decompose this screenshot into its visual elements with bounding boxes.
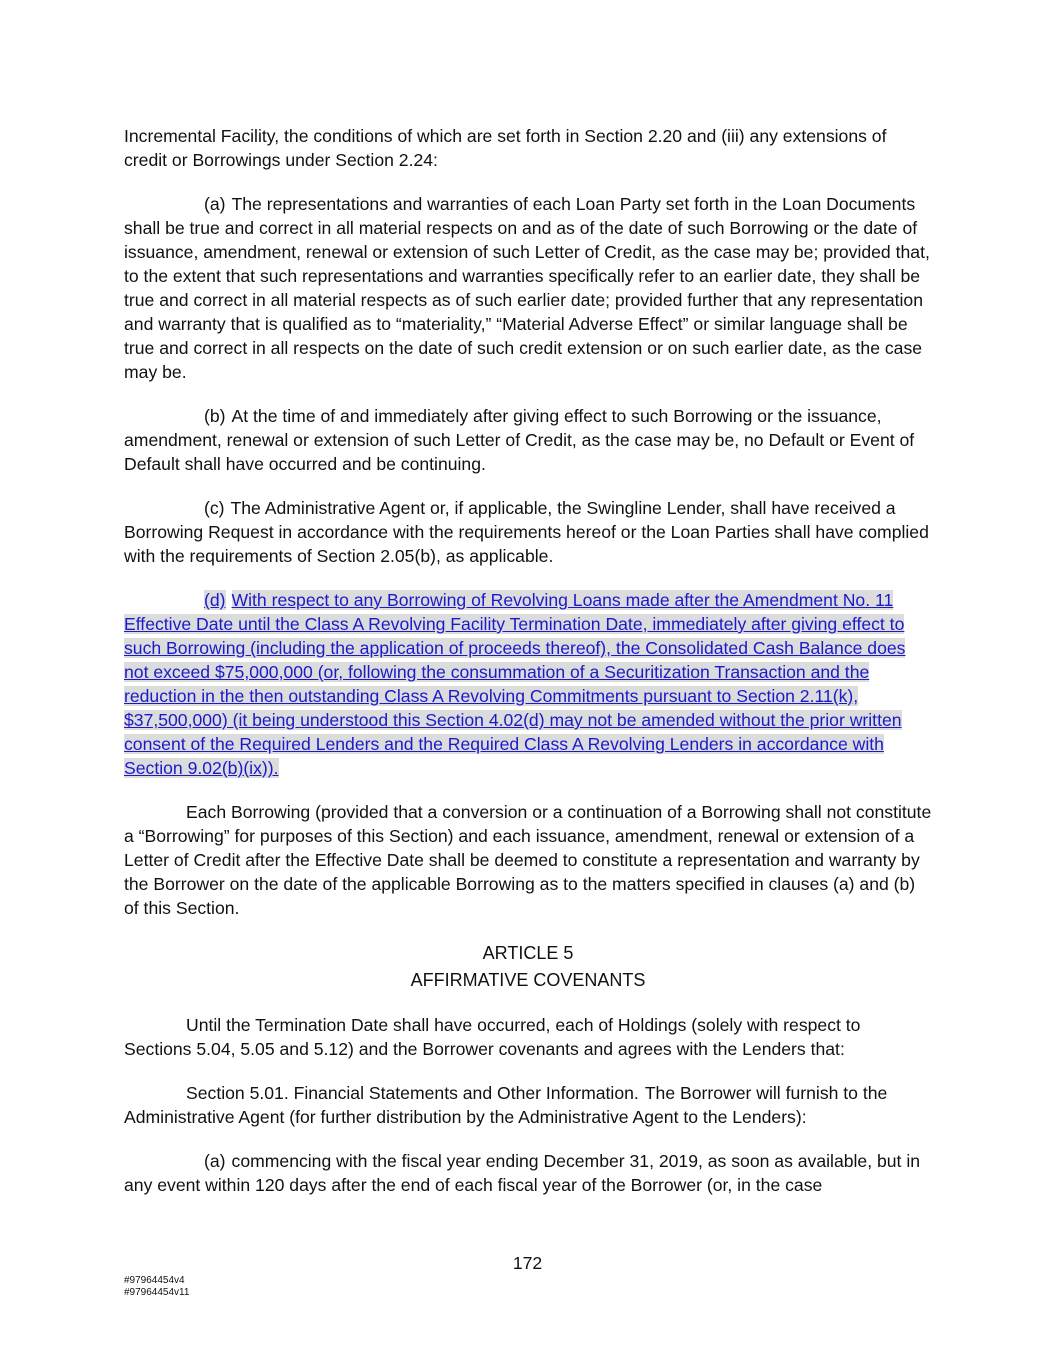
doc-id-1: #97964454v4 [124, 1275, 185, 1286]
closing-paragraph: Each Borrowing (provided that a conversion or a continuation of a Borrowing shall not constitute a “Borrowing” for purposes of this Section) and each issuance, amendment, renewal or extension of a Letter of Credit after the Effective Date shall be deemed to constitute a representation and warranty by the Borrower on the date of the applicable Borrowing as to the matters specified in clauses (a) and (b) of this Section. [124, 802, 932, 918]
page-number: 172 [512, 1253, 543, 1273]
document-body [124, 124, 932, 1197]
clause-a-financial [124, 1149, 932, 1197]
clause-d-text: With respect to any Borrowing of Revolving Loans made after the Amendment No. 11 Effective Date until the Class A Revolving Facility Termination Date, immediately after giving effect to such Borrowing (including the application of proceeds thereof), the Consolidated Cash Balance does not exceed $75,000,000 (or, following the consummation of a Securitization Transaction and the reduction in the then outstanding Class A Revolving Commitments pursuant to Section 2.11(k), $37,500,000) (it being understood this Section 4.02(d) may not be amended without the prior written consent of the Required Lenders and the Required Class A Revolving Lenders in accordance with Section 9.02(b)(ix)). [124, 590, 906, 778]
clause-d-inserted [124, 588, 932, 780]
article-number: ARTICLE 5 [482, 943, 574, 963]
doc-id-2: #97964454v11 [124, 1287, 190, 1298]
clause-a [124, 192, 932, 384]
document-ids [124, 1275, 189, 1299]
clause-b-label: (b) [204, 406, 226, 426]
section-5-01 [124, 1081, 932, 1129]
clause-a-financial-label: (a) [204, 1151, 226, 1171]
intro-paragraph: Incremental Facility, the conditions of which are set forth in Section 2.20 and (iii) any extensions of credit or Borrowings under Section 2.24: [124, 126, 887, 170]
clause-b [124, 404, 932, 476]
clause-c-label: (c) [204, 498, 225, 518]
clause-d-label: (d) [204, 590, 226, 610]
clause-a-text: The representations and warranties of each Loan Party set forth in the Loan Documents shall be true and correct in all material respects on and as of the date of such Borrowing or the date of issuance, amendment, renewal or extension of such Letter of Credit, as the case may be; provided that, to the extent that such representations and warranties specifically refer to an earlier date, they shall be true and correct in all material respects as of such earlier date; provided further that any representation and warranty that is qualified as to “materiality,” “Material Adverse Effect” or similar language shall be true and correct in all respects on the date of such credit extension or on such earlier date, as the case may be. [124, 194, 930, 382]
article-intro: Until the Termination Date shall have occurred, each of Holdings (solely with respect to Sections 5.04, 5.05 and 5.12) and the Borrower covenants and agrees with the Lenders that: [124, 1015, 861, 1059]
clause-b-text: At the time of and immediately after giving effect to such Borrowing or the issuance, amendment, renewal or extension of such Letter of Credit, as the case may be, no Default or Event of Default shall have occurred and be continuing. [124, 406, 915, 474]
section-5-01-text: The Borrower will furnish to the Administrative Agent (for further distribution by the Administrative Agent to the Lenders): [124, 1083, 888, 1127]
clause-c [124, 496, 932, 568]
article-title: AFFIRMATIVE COVENANTS [410, 970, 646, 990]
section-5-01-title: Section 5.01. Financial Statements and Other Information. [186, 1083, 639, 1103]
clause-c-text: The Administrative Agent or, if applicable, the Swingline Lender, shall have received a Borrowing Request in accordance with the requirements hereof or the Loan Parties shall have complied with the requirements of Section 2.05(b), as applicable. [124, 498, 929, 566]
clause-a-label: (a) [204, 194, 226, 214]
article-heading [124, 940, 932, 994]
clause-a-financial-text: commencing with the fiscal year ending December 31, 2019, as soon as available, but in any event within 120 days after the end of each fiscal year of the Borrower (or, in the case [124, 1151, 921, 1195]
